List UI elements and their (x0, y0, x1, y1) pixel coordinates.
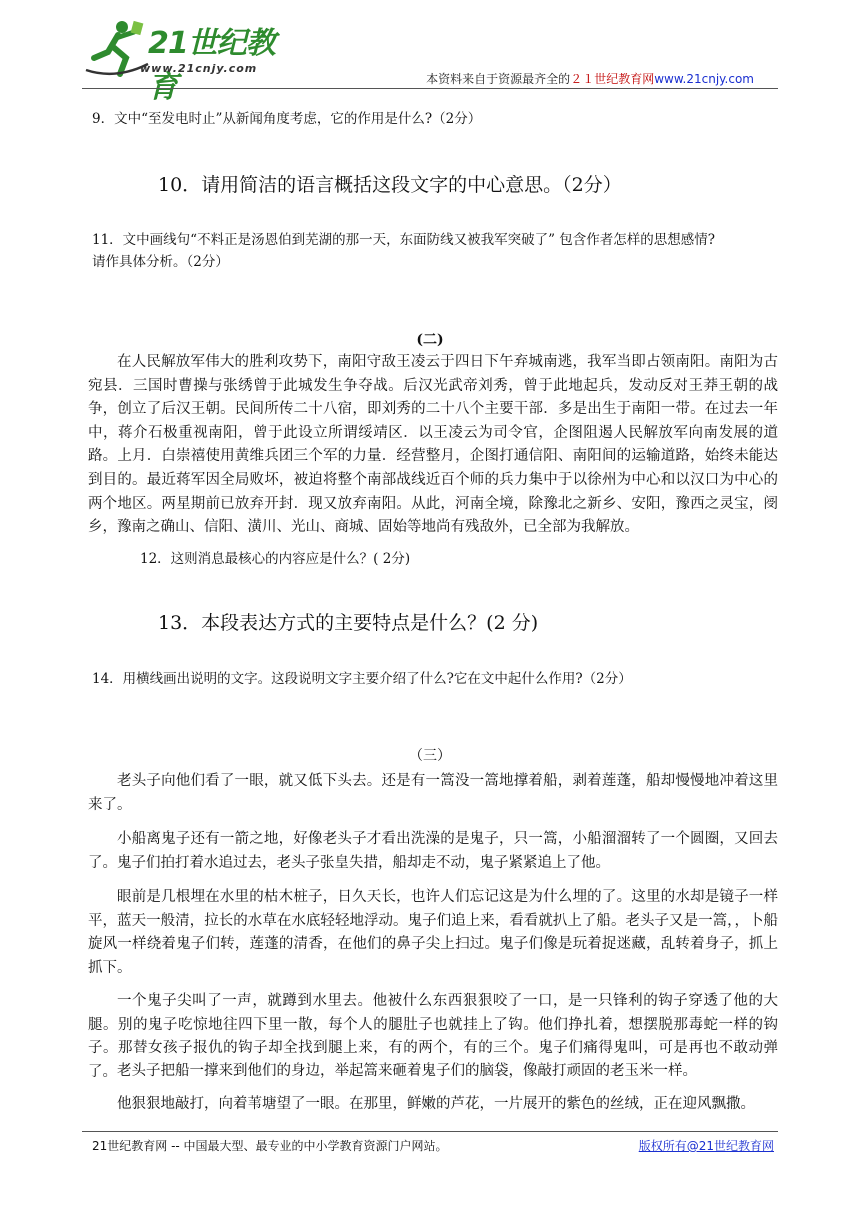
question-14: 14．用横线画出说明的文字。这段说明文字主要介绍了什么?它在文中起什么作用?（2分） (92, 671, 632, 687)
footer-divider (82, 1131, 778, 1132)
question-9: 9．文中“至发电时止”从新闻角度考虑，它的作用是什么?（2分） (92, 111, 482, 127)
footer-text: 21世纪教育网 -- 中国最大型、最专业的中小学教育资源门户网站。 (92, 1139, 448, 1153)
section-3-paragraph: 他狠狠地敲打，向着苇塘望了一眼。在那里，鲜嫩的芦花，一片展开的紫色的丝绒，正在迎风飘撒。 (117, 1096, 755, 1112)
question-10: 10．请用简洁的语言概括这段文字的中心意思。（2分） (158, 174, 622, 196)
page-header (0, 0, 860, 105)
question-11-line1: 11．文中画线句“不料正是汤恩伯到芜湖的那一天，东面防线又被我军突破了” 包含作者怎样的思想感情? (92, 232, 716, 248)
header-note (426, 70, 754, 87)
section-3-paragraph: 老头子把船一撑来到他们的身边，举起篙来砸着鬼子们的脑袋，像敲打顽固的老玉米一样。 (117, 1063, 697, 1079)
section-3-title: （三） (409, 748, 451, 764)
section-3-paragraph: 小船离鬼子还有一箭之地，好像老头子才看出洗澡的是鬼子，只一篙，小船溜溜转了一个圆圈，又回去了。鬼子们拍打着水追过去，老头子张皇失措，船却走不动，鬼子紧紧追上了他。 (88, 831, 778, 871)
section-3-paragraph: 眼前是几根埋在水里的枯木桩子，日久天长，也许人们忘记这是为什么埋的了。这里的水却是镜子一样平，蓝天一般清，拉长的水草在水底轻轻地浮动。鬼子们追上来，看看就扒上了船。老头子又是一篙，，卜船旋风一样绕着鬼子们转，莲蓬的清香，在他们的鼻子尖上扫过。鬼子们像是玩着捉迷藏，乱转着身子，抓上抓下。 (88, 889, 778, 976)
footer-copyright-link[interactable]: 版权所有@21世纪教育网 (638, 1139, 774, 1153)
header-note-prefix: 本资料来自于资源最齐全的 (426, 72, 571, 86)
section-3-paragraph: 老头子向他们看了一眼，就又低下头去。还是有一篙没一篙地撑着船，剥着莲蓬，船却慢慢地冲着这里来了。 (88, 773, 778, 813)
section-2-paragraph: 在人民解放军伟大的胜利攻势下，南阳守敌王凌云于四日下午弃城南逃，我军当即占领南阳。南阳为古宛县．三国时曹操与张绣曾于此城发生争夺战。后汉光武帝刘秀，曾于此地起兵，发动反对王莽王朝的战争，创立了后汉王朝。民间所传二十八宿，即刘秀的二十八个主要干部．多是出生于南阳一带。在过去一年中，蒋介石极重视南阳，曾于此设立所谓绥靖区．以王凌云为司令官，企图阻遏人民解放军向南发展的道路。上月．白崇禧使用黄维兵团三个军的力量．经营整月，企图打通信阳、南阳间的运输道路，始终未能达到目的。最近蒋军因全局败坏，被迫将整个南部战线近百个师的兵力集中于以徐州为中心和以汉口为中心的两个地区。两星期前已放弃开封．现又放弃南阳。从此，河南全境，除豫北之新乡、安阳，豫西之灵宝，阌乡，豫南之确山、信阳、潢川、光山、商城、固始等地尚有残敌外，已全部为我解放。 (88, 354, 778, 536)
header-brand-link[interactable]: ２１世纪教育网 (570, 72, 655, 86)
question-13: 13．本段表达方式的主要特点是什么？(2 分) (158, 612, 539, 634)
header-divider (82, 88, 778, 89)
question-12: 12．这则消息最核心的内容应是什么？( 2分) (140, 551, 411, 567)
logo-url: www.21cnjy.com (140, 62, 258, 75)
section-3-paragraph: 一个鬼子尖叫了一声，就蹲到水里去。他被什么东西狠狠咬了一口，是一只锋利的钩子穿透了他的大腿。别的鬼子吃惊地往四下里一散，每个人的腿肚子也就挂上了钩。他们挣扎着，想摆脱那毒蛇一样的钩子。那替女孩子报仇的钩子却全找到腿上来，有的两个，有的三个。鬼子们痛得鬼叫，可是再也不敢动弹了。 (88, 993, 778, 1080)
logo-text: 21世纪教育 (148, 26, 275, 105)
site-logo[interactable] (82, 16, 282, 105)
question-11-line2: 请作具体分析。（2分） (92, 254, 229, 270)
section-2-title: (二) (416, 332, 444, 348)
header-url-link[interactable]: www.21cnjy.com (654, 72, 754, 86)
